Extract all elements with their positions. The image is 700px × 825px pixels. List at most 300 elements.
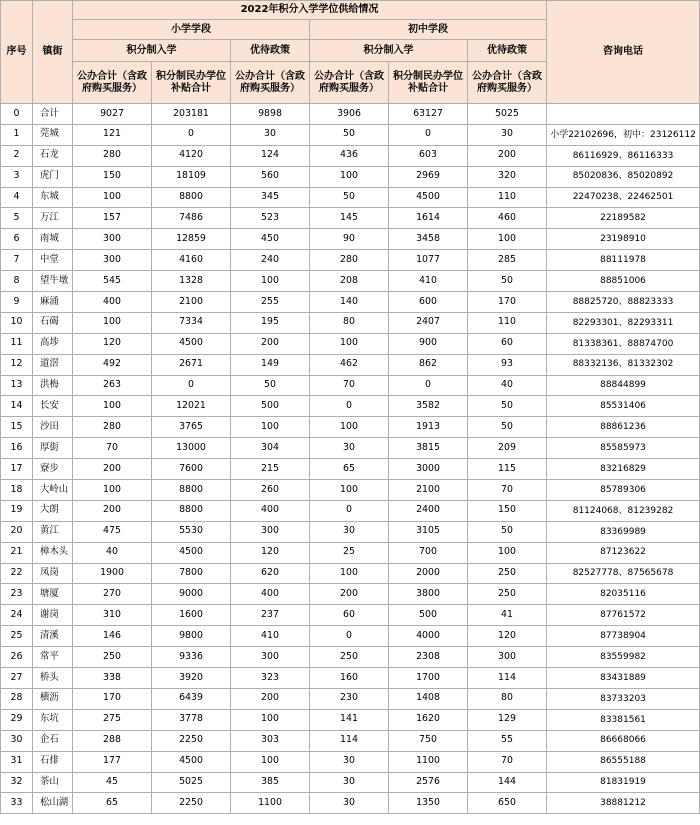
cell-primary-private-subsidy: 3920 bbox=[152, 668, 231, 689]
cell-middle-public-total: 0 bbox=[310, 396, 389, 417]
cell-primary-preferential: 385 bbox=[231, 772, 310, 793]
cell-primary-public-total: 400 bbox=[73, 292, 152, 313]
table-row bbox=[1, 709, 700, 730]
cell-middle-public-total: 25 bbox=[310, 542, 389, 563]
cell-middle-preferential: 55 bbox=[468, 730, 547, 751]
cell-middle-public-total: 200 bbox=[310, 584, 389, 605]
cell-town: 黄江 bbox=[33, 521, 73, 542]
cell-primary-public-total: 146 bbox=[73, 626, 152, 647]
cell-middle-preferential: 650 bbox=[468, 793, 547, 814]
cell-town: 东城 bbox=[33, 187, 73, 208]
cell-middle-private-subsidy: 2100 bbox=[389, 480, 468, 501]
cell-consult-phone: 86116929、86116333 bbox=[547, 145, 700, 166]
cell-middle-preferential: 115 bbox=[468, 459, 547, 480]
cell-town: 大朗 bbox=[33, 500, 73, 521]
table-row bbox=[1, 166, 700, 187]
cell-primary-private-subsidy: 8800 bbox=[152, 187, 231, 208]
cell-middle-public-total: 60 bbox=[310, 605, 389, 626]
cell-middle-private-subsidy: 750 bbox=[389, 730, 468, 751]
cell-primary-public-total: 45 bbox=[73, 772, 152, 793]
cell-primary-public-total: 275 bbox=[73, 709, 152, 730]
table-row bbox=[1, 563, 700, 584]
cell-consult-phone: 87738904 bbox=[547, 626, 700, 647]
cell-middle-preferential: 129 bbox=[468, 709, 547, 730]
cell-town: 望牛墩 bbox=[33, 271, 73, 292]
header-middle-private-subsidy: 积分制民办学位补贴合计 bbox=[389, 62, 468, 104]
cell-primary-private-subsidy: 2100 bbox=[152, 292, 231, 313]
cell-consult-phone: 88861236 bbox=[547, 417, 700, 438]
cell-consult-phone: 88851006 bbox=[547, 271, 700, 292]
cell-consult-phone: 88844899 bbox=[547, 375, 700, 396]
cell-middle-private-subsidy: 600 bbox=[389, 292, 468, 313]
cell-consult-phone: 87123622 bbox=[547, 542, 700, 563]
table-row bbox=[1, 772, 700, 793]
cell-primary-preferential: 100 bbox=[231, 709, 310, 730]
cell-primary-private-subsidy: 8800 bbox=[152, 480, 231, 501]
cell-index: 3 bbox=[1, 166, 33, 187]
cell-town: 茶山 bbox=[33, 772, 73, 793]
cell-middle-public-total: 70 bbox=[310, 375, 389, 396]
cell-consult-phone: 83216829 bbox=[547, 459, 700, 480]
cell-consult-phone: 22189582 bbox=[547, 208, 700, 229]
cell-primary-public-total: 100 bbox=[73, 396, 152, 417]
cell-middle-private-subsidy: 1913 bbox=[389, 417, 468, 438]
cell-consult-phone: 88111978 bbox=[547, 250, 700, 271]
header-middle-points: 积分制入学 bbox=[310, 40, 468, 62]
cell-town: 虎门 bbox=[33, 166, 73, 187]
cell-middle-public-total: 462 bbox=[310, 354, 389, 375]
cell-middle-public-total: 3906 bbox=[310, 104, 389, 125]
cell-middle-private-subsidy: 900 bbox=[389, 333, 468, 354]
header-middle-stage: 初中学段 bbox=[310, 20, 547, 40]
table-row bbox=[1, 417, 700, 438]
table-row bbox=[1, 208, 700, 229]
table-title: 2022年积分入学学位供给情况 bbox=[73, 1, 547, 20]
cell-primary-private-subsidy: 0 bbox=[152, 124, 231, 145]
cell-primary-private-subsidy: 13000 bbox=[152, 438, 231, 459]
cell-middle-private-subsidy: 603 bbox=[389, 145, 468, 166]
cell-primary-preferential: 300 bbox=[231, 647, 310, 668]
cell-consult-phone: 88825720、88823333 bbox=[547, 292, 700, 313]
cell-middle-private-subsidy: 1408 bbox=[389, 688, 468, 709]
cell-primary-preferential: 120 bbox=[231, 542, 310, 563]
cell-primary-preferential: 400 bbox=[231, 584, 310, 605]
cell-primary-private-subsidy: 4120 bbox=[152, 145, 231, 166]
cell-index: 27 bbox=[1, 668, 33, 689]
cell-primary-preferential: 560 bbox=[231, 166, 310, 187]
cell-index: 15 bbox=[1, 417, 33, 438]
cell-middle-private-subsidy: 1620 bbox=[389, 709, 468, 730]
header-town: 镇街 bbox=[33, 1, 73, 104]
cell-consult-phone: 85531406 bbox=[547, 396, 700, 417]
cell-town: 凤岗 bbox=[33, 563, 73, 584]
cell-primary-preferential: 100 bbox=[231, 271, 310, 292]
cell-primary-preferential: 30 bbox=[231, 124, 310, 145]
cell-middle-preferential: 80 bbox=[468, 688, 547, 709]
cell-middle-preferential: 30 bbox=[468, 124, 547, 145]
cell-index: 9 bbox=[1, 292, 33, 313]
cell-primary-private-subsidy: 8800 bbox=[152, 500, 231, 521]
cell-middle-private-subsidy: 1077 bbox=[389, 250, 468, 271]
cell-index: 18 bbox=[1, 480, 33, 501]
cell-primary-public-total: 250 bbox=[73, 647, 152, 668]
cell-index: 2 bbox=[1, 145, 33, 166]
table-row bbox=[1, 626, 700, 647]
table-row bbox=[1, 542, 700, 563]
cell-primary-public-total: 150 bbox=[73, 166, 152, 187]
cell-middle-private-subsidy: 2400 bbox=[389, 500, 468, 521]
cell-primary-preferential: 400 bbox=[231, 500, 310, 521]
cell-primary-public-total: 338 bbox=[73, 668, 152, 689]
cell-consult-phone: 82527778、87565678 bbox=[547, 563, 700, 584]
cell-primary-preferential: 215 bbox=[231, 459, 310, 480]
cell-primary-preferential: 50 bbox=[231, 375, 310, 396]
cell-middle-preferential: 320 bbox=[468, 166, 547, 187]
table-row bbox=[1, 459, 700, 480]
cell-middle-public-total: 160 bbox=[310, 668, 389, 689]
cell-middle-preferential: 110 bbox=[468, 312, 547, 333]
cell-town: 寮步 bbox=[33, 459, 73, 480]
cell-index: 5 bbox=[1, 208, 33, 229]
cell-middle-public-total: 100 bbox=[310, 563, 389, 584]
cell-index: 7 bbox=[1, 250, 33, 271]
cell-primary-public-total: 1900 bbox=[73, 563, 152, 584]
cell-consult-phone: 81831919 bbox=[547, 772, 700, 793]
cell-primary-public-total: 263 bbox=[73, 375, 152, 396]
cell-town: 麻涌 bbox=[33, 292, 73, 313]
cell-middle-public-total: 30 bbox=[310, 521, 389, 542]
cell-primary-private-subsidy: 12021 bbox=[152, 396, 231, 417]
cell-middle-public-total: 100 bbox=[310, 333, 389, 354]
cell-primary-private-subsidy: 2250 bbox=[152, 793, 231, 814]
cell-middle-private-subsidy: 3458 bbox=[389, 229, 468, 250]
cell-middle-preferential: 150 bbox=[468, 500, 547, 521]
cell-town: 合计 bbox=[33, 104, 73, 125]
cell-primary-preferential: 620 bbox=[231, 563, 310, 584]
cell-middle-preferential: 460 bbox=[468, 208, 547, 229]
cell-primary-private-subsidy: 7800 bbox=[152, 563, 231, 584]
header-consult-phone: 咨询电话 bbox=[547, 1, 700, 104]
header-primary-preferential: 优待政策 bbox=[231, 40, 310, 62]
cell-consult-phone: 22470238、22462501 bbox=[547, 187, 700, 208]
cell-index: 10 bbox=[1, 312, 33, 333]
cell-primary-private-subsidy: 1600 bbox=[152, 605, 231, 626]
table-row bbox=[1, 354, 700, 375]
cell-index: 25 bbox=[1, 626, 33, 647]
cell-middle-public-total: 436 bbox=[310, 145, 389, 166]
cell-middle-public-total: 250 bbox=[310, 647, 389, 668]
cell-primary-public-total: 288 bbox=[73, 730, 152, 751]
cell-town: 石排 bbox=[33, 751, 73, 772]
cell-primary-preferential: 345 bbox=[231, 187, 310, 208]
cell-middle-public-total: 30 bbox=[310, 772, 389, 793]
cell-middle-private-subsidy: 0 bbox=[389, 124, 468, 145]
cell-primary-preferential: 255 bbox=[231, 292, 310, 313]
cell-town: 松山湖 bbox=[33, 793, 73, 814]
table-row bbox=[1, 250, 700, 271]
header-middle-preferential: 优待政策 bbox=[468, 40, 547, 62]
cell-middle-private-subsidy: 2308 bbox=[389, 647, 468, 668]
cell-middle-public-total: 114 bbox=[310, 730, 389, 751]
cell-town: 塘厦 bbox=[33, 584, 73, 605]
cell-middle-private-subsidy: 1700 bbox=[389, 668, 468, 689]
cell-middle-preferential: 60 bbox=[468, 333, 547, 354]
table-row bbox=[1, 521, 700, 542]
cell-middle-public-total: 50 bbox=[310, 124, 389, 145]
cell-middle-preferential: 209 bbox=[468, 438, 547, 459]
cell-middle-public-total: 90 bbox=[310, 229, 389, 250]
cell-town: 万江 bbox=[33, 208, 73, 229]
header-primary-policy-public-total: 公办合计（含政府购买服务） bbox=[231, 62, 310, 104]
cell-index: 19 bbox=[1, 500, 33, 521]
cell-middle-public-total: 30 bbox=[310, 438, 389, 459]
table-row bbox=[1, 500, 700, 521]
cell-primary-preferential: 124 bbox=[231, 145, 310, 166]
cell-primary-private-subsidy: 0 bbox=[152, 375, 231, 396]
cell-primary-private-subsidy: 9000 bbox=[152, 584, 231, 605]
header-middle-policy-public-total: 公办合计（含政府购买服务） bbox=[468, 62, 547, 104]
cell-consult-phone: 83369989 bbox=[547, 521, 700, 542]
cell-town: 谢岗 bbox=[33, 605, 73, 626]
cell-middle-preferential: 170 bbox=[468, 292, 547, 313]
cell-middle-public-total: 100 bbox=[310, 166, 389, 187]
cell-middle-private-subsidy: 862 bbox=[389, 354, 468, 375]
cell-index: 11 bbox=[1, 333, 33, 354]
cell-middle-preferential: 50 bbox=[468, 521, 547, 542]
cell-index: 21 bbox=[1, 542, 33, 563]
table-row bbox=[1, 312, 700, 333]
cell-primary-preferential: 237 bbox=[231, 605, 310, 626]
cell-primary-preferential: 9898 bbox=[231, 104, 310, 125]
cell-index: 12 bbox=[1, 354, 33, 375]
cell-consult-phone: 86555188 bbox=[547, 751, 700, 772]
cell-index: 28 bbox=[1, 688, 33, 709]
cell-consult-phone: 87761572 bbox=[547, 605, 700, 626]
cell-index: 6 bbox=[1, 229, 33, 250]
cell-middle-preferential: 70 bbox=[468, 480, 547, 501]
cell-middle-private-subsidy: 3582 bbox=[389, 396, 468, 417]
cell-primary-private-subsidy: 7600 bbox=[152, 459, 231, 480]
cell-middle-private-subsidy: 410 bbox=[389, 271, 468, 292]
cell-primary-preferential: 195 bbox=[231, 312, 310, 333]
cell-middle-preferential: 50 bbox=[468, 271, 547, 292]
cell-primary-private-subsidy: 9336 bbox=[152, 647, 231, 668]
cell-index: 33 bbox=[1, 793, 33, 814]
cell-middle-preferential: 144 bbox=[468, 772, 547, 793]
cell-middle-preferential: 50 bbox=[468, 396, 547, 417]
cell-middle-private-subsidy: 700 bbox=[389, 542, 468, 563]
cell-index: 0 bbox=[1, 104, 33, 125]
table-row bbox=[1, 333, 700, 354]
cell-middle-public-total: 0 bbox=[310, 500, 389, 521]
cell-middle-preferential: 110 bbox=[468, 187, 547, 208]
cell-primary-private-subsidy: 2250 bbox=[152, 730, 231, 751]
cell-middle-public-total: 0 bbox=[310, 626, 389, 647]
cell-middle-private-subsidy: 4000 bbox=[389, 626, 468, 647]
cell-middle-public-total: 30 bbox=[310, 793, 389, 814]
cell-town: 中堂 bbox=[33, 250, 73, 271]
header-middle-public-total: 公办合计（含政府购买服务） bbox=[310, 62, 389, 104]
cell-town: 樟木头 bbox=[33, 542, 73, 563]
cell-index: 26 bbox=[1, 647, 33, 668]
cell-middle-preferential: 100 bbox=[468, 229, 547, 250]
cell-primary-private-subsidy: 3765 bbox=[152, 417, 231, 438]
cell-index: 1 bbox=[1, 124, 33, 145]
cell-index: 17 bbox=[1, 459, 33, 480]
cell-town: 东坑 bbox=[33, 709, 73, 730]
table-row bbox=[1, 375, 700, 396]
table-row bbox=[1, 480, 700, 501]
cell-primary-public-total: 65 bbox=[73, 793, 152, 814]
cell-town: 道滘 bbox=[33, 354, 73, 375]
cell-primary-preferential: 149 bbox=[231, 354, 310, 375]
cell-town: 南城 bbox=[33, 229, 73, 250]
cell-primary-preferential: 410 bbox=[231, 626, 310, 647]
cell-town: 企石 bbox=[33, 730, 73, 751]
cell-primary-public-total: 121 bbox=[73, 124, 152, 145]
cell-middle-preferential: 41 bbox=[468, 605, 547, 626]
cell-index: 32 bbox=[1, 772, 33, 793]
cell-middle-preferential: 200 bbox=[468, 145, 547, 166]
cell-primary-public-total: 280 bbox=[73, 417, 152, 438]
cell-middle-private-subsidy: 2969 bbox=[389, 166, 468, 187]
cell-middle-private-subsidy: 2407 bbox=[389, 312, 468, 333]
cell-primary-public-total: 100 bbox=[73, 312, 152, 333]
cell-consult-phone: 83733203 bbox=[547, 688, 700, 709]
table-row bbox=[1, 229, 700, 250]
cell-consult-phone: 83559982 bbox=[547, 647, 700, 668]
cell-primary-public-total: 270 bbox=[73, 584, 152, 605]
cell-middle-private-subsidy: 0 bbox=[389, 375, 468, 396]
cell-primary-preferential: 260 bbox=[231, 480, 310, 501]
cell-consult-phone: 85585973 bbox=[547, 438, 700, 459]
table-row bbox=[1, 124, 700, 145]
cell-primary-private-subsidy: 3778 bbox=[152, 709, 231, 730]
cell-middle-preferential: 250 bbox=[468, 563, 547, 584]
cell-primary-public-total: 177 bbox=[73, 751, 152, 772]
cell-town: 横沥 bbox=[33, 688, 73, 709]
cell-town: 沙田 bbox=[33, 417, 73, 438]
cell-middle-public-total: 230 bbox=[310, 688, 389, 709]
cell-town: 桥头 bbox=[33, 668, 73, 689]
cell-middle-preferential: 100 bbox=[468, 542, 547, 563]
cell-primary-private-subsidy: 5530 bbox=[152, 521, 231, 542]
cell-middle-private-subsidy: 2576 bbox=[389, 772, 468, 793]
cell-primary-private-subsidy: 203181 bbox=[152, 104, 231, 125]
cell-middle-public-total: 208 bbox=[310, 271, 389, 292]
cell-primary-public-total: 310 bbox=[73, 605, 152, 626]
cell-primary-preferential: 240 bbox=[231, 250, 310, 271]
cell-index: 24 bbox=[1, 605, 33, 626]
cell-primary-preferential: 100 bbox=[231, 417, 310, 438]
cell-middle-public-total: 65 bbox=[310, 459, 389, 480]
cell-primary-preferential: 323 bbox=[231, 668, 310, 689]
cell-primary-preferential: 303 bbox=[231, 730, 310, 751]
cell-town: 洪梅 bbox=[33, 375, 73, 396]
cell-middle-preferential: 70 bbox=[468, 751, 547, 772]
cell-consult-phone: 83381561 bbox=[547, 709, 700, 730]
cell-consult-phone: 86668066 bbox=[547, 730, 700, 751]
cell-consult-phone: 81338361、88874700 bbox=[547, 333, 700, 354]
cell-primary-public-total: 157 bbox=[73, 208, 152, 229]
cell-primary-private-subsidy: 4500 bbox=[152, 751, 231, 772]
cell-middle-private-subsidy: 3815 bbox=[389, 438, 468, 459]
cell-consult-phone: 88332136、81332302 bbox=[547, 354, 700, 375]
cell-primary-preferential: 450 bbox=[231, 229, 310, 250]
table-row bbox=[1, 104, 700, 125]
cell-index: 30 bbox=[1, 730, 33, 751]
table-body bbox=[1, 104, 700, 814]
cell-middle-public-total: 280 bbox=[310, 250, 389, 271]
cell-middle-public-total: 145 bbox=[310, 208, 389, 229]
cell-middle-preferential: 250 bbox=[468, 584, 547, 605]
cell-primary-private-subsidy: 4500 bbox=[152, 333, 231, 354]
cell-index: 29 bbox=[1, 709, 33, 730]
table-row bbox=[1, 292, 700, 313]
cell-primary-public-total: 120 bbox=[73, 333, 152, 354]
header-primary-stage: 小学学段 bbox=[73, 20, 310, 40]
cell-town: 长安 bbox=[33, 396, 73, 417]
cell-primary-preferential: 500 bbox=[231, 396, 310, 417]
cell-town: 大岭山 bbox=[33, 480, 73, 501]
cell-middle-public-total: 80 bbox=[310, 312, 389, 333]
cell-middle-public-total: 50 bbox=[310, 187, 389, 208]
cell-primary-private-subsidy: 4500 bbox=[152, 542, 231, 563]
table-row bbox=[1, 271, 700, 292]
cell-primary-private-subsidy: 6439 bbox=[152, 688, 231, 709]
cell-primary-preferential: 200 bbox=[231, 333, 310, 354]
table-row bbox=[1, 668, 700, 689]
cell-primary-public-total: 475 bbox=[73, 521, 152, 542]
cell-town: 莞城 bbox=[33, 124, 73, 145]
cell-middle-private-subsidy: 2000 bbox=[389, 563, 468, 584]
cell-primary-preferential: 523 bbox=[231, 208, 310, 229]
cell-town: 石龙 bbox=[33, 145, 73, 166]
cell-middle-private-subsidy: 3000 bbox=[389, 459, 468, 480]
cell-primary-private-subsidy: 2671 bbox=[152, 354, 231, 375]
cell-consult-phone: 85789306 bbox=[547, 480, 700, 501]
cell-primary-private-subsidy: 1328 bbox=[152, 271, 231, 292]
cell-consult-phone: 82293301、82293311 bbox=[547, 312, 700, 333]
cell-town: 清溪 bbox=[33, 626, 73, 647]
cell-middle-preferential: 120 bbox=[468, 626, 547, 647]
cell-index: 4 bbox=[1, 187, 33, 208]
cell-index: 8 bbox=[1, 271, 33, 292]
table-row bbox=[1, 187, 700, 208]
cell-primary-private-subsidy: 12859 bbox=[152, 229, 231, 250]
table-row bbox=[1, 793, 700, 814]
table-row bbox=[1, 647, 700, 668]
cell-town: 石碣 bbox=[33, 312, 73, 333]
table-row bbox=[1, 751, 700, 772]
cell-primary-public-total: 70 bbox=[73, 438, 152, 459]
cell-middle-preferential: 50 bbox=[468, 417, 547, 438]
cell-index: 23 bbox=[1, 584, 33, 605]
header-primary-private-subsidy: 积分制民办学位补贴合计 bbox=[152, 62, 231, 104]
cell-middle-preferential: 300 bbox=[468, 647, 547, 668]
cell-index: 31 bbox=[1, 751, 33, 772]
table-row bbox=[1, 688, 700, 709]
cell-primary-preferential: 100 bbox=[231, 751, 310, 772]
cell-town: 常平 bbox=[33, 647, 73, 668]
cell-index: 14 bbox=[1, 396, 33, 417]
table-row bbox=[1, 730, 700, 751]
cell-primary-public-total: 200 bbox=[73, 500, 152, 521]
cell-middle-preferential: 114 bbox=[468, 668, 547, 689]
cell-primary-public-total: 300 bbox=[73, 229, 152, 250]
cell-middle-private-subsidy: 1100 bbox=[389, 751, 468, 772]
cell-primary-preferential: 304 bbox=[231, 438, 310, 459]
